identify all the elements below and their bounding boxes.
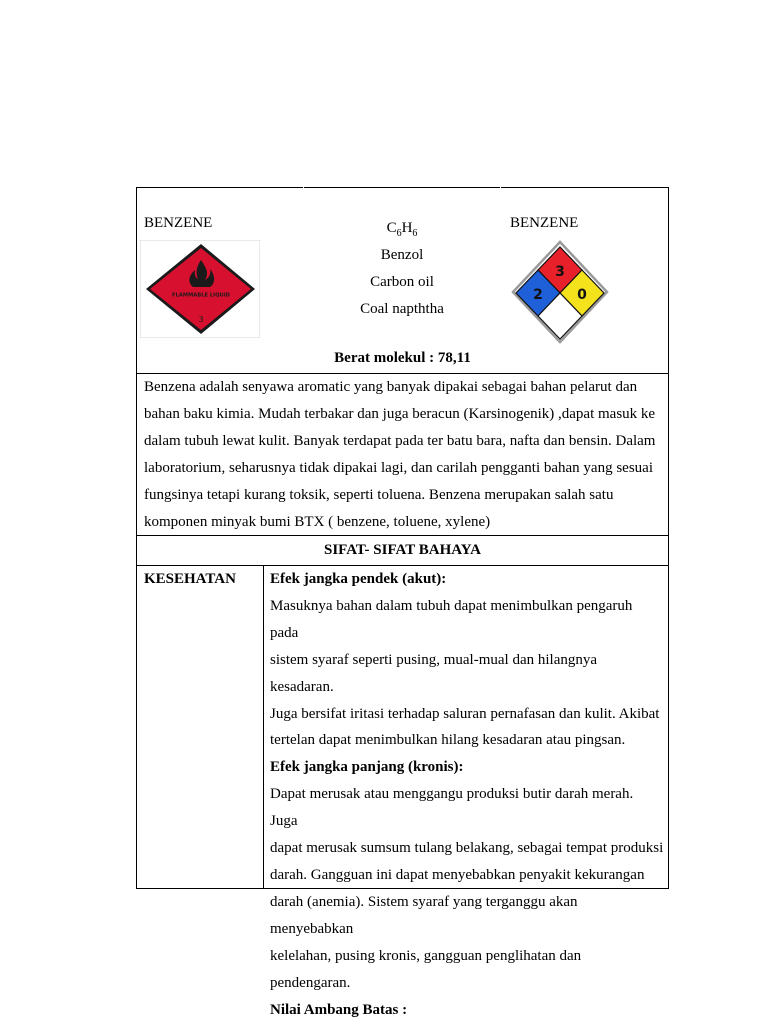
msds-sheet	[136, 187, 669, 1018]
description-line: bahan baku kimia. Mudah terbakar dan juga beracun (Karsinogenik) ,dapat masuk ke	[144, 406, 656, 422]
exposure-limit-title: Nilai Ambang Batas :	[270, 1001, 408, 1018]
identity-section	[136, 187, 669, 374]
acute-effects-title: Efek jangka pendek (akut):	[270, 571, 447, 587]
chronic-effects-title: Efek jangka panjang (kronis):	[270, 759, 464, 776]
chronic-effects-line: Dapat merusak atau menggangu produksi butir darah merah. Juga	[270, 786, 634, 830]
acute-effects-line: Juga bersifat iritasi terhadap saluran pernafasan dan kulit. Akibat	[270, 705, 660, 722]
chemical-formula: $C_6H_6$	[386, 220, 418, 239]
nfpa-health-value: 2	[533, 287, 543, 303]
synonym-item: Coal napththa	[360, 301, 444, 317]
description-line: komponen minyak bumi BTX ( benzene, toluene, xylene)	[144, 514, 491, 530]
health-row	[136, 566, 669, 1018]
flammable-class-number: 3	[198, 315, 204, 324]
chronic-effects-line: darah. Gangguan ini dapat menyebabkan penyakit kekurangan	[270, 866, 645, 883]
molecular-weight: Berat molekul : 78,11	[334, 350, 471, 366]
acute-effects-line: tertelan dapat menimbulkan hilang kesadaran atau pingsan.	[270, 732, 626, 749]
nfpa-diamond-icon	[510, 240, 610, 346]
chemical-name-right: BENZENE	[510, 215, 579, 231]
nfpa-flammability-value: 3	[555, 264, 565, 280]
chronic-effects-line: darah (anemia). Sistem syaraf yang terganggu akan menyebabkan	[270, 893, 578, 937]
acute-effects-line: Masuknya bahan dalam tubuh dapat menimbulkan pengaruh pada	[270, 597, 633, 641]
hazards-title: SIFAT- SIFAT BAHAYA	[136, 536, 669, 566]
description-line: fungsinya tetapi kurang toksik, seperti toluena. Benzena merupakan salah satu	[144, 487, 614, 503]
acute-effects-line: sistem syaraf seperti pusing, mual-mual dan hilangnya kesadaran.	[270, 651, 598, 695]
health-label: KESEHATAN	[137, 566, 264, 888]
chemical-name-left: BENZENE	[144, 215, 213, 231]
description-line: Benzena adalah senyawa aromatic yang banyak dipakai sebagai bahan pelarut dan	[144, 379, 638, 395]
synonym-list	[317, 215, 487, 323]
health-details	[264, 566, 668, 1018]
description-line: laboratorium, seharusnya tidak dipakai lagi, dan carilah pengganti bahan yang sesuai	[144, 460, 653, 476]
chronic-effects-line: dapat merusak sumsum tulang belakang, sebagai tempat produksi	[270, 840, 664, 857]
flammable-liquid-label-icon	[140, 240, 260, 338]
synonym-item: Benzol	[380, 247, 424, 263]
synonym-item: Carbon oil	[370, 274, 434, 290]
description-line: dalam tubuh lewat kulit. Banyak terdapat pada ter batu bara, nafta dan bensin. Dalam	[144, 433, 656, 449]
description-section	[136, 374, 669, 536]
nfpa-reactivity-value: 0	[577, 287, 587, 303]
flammable-label-text: FLAMMABLE LIQUID	[172, 292, 230, 299]
chronic-effects-line: kelelahan, pusing kronis, gangguan penglihatan dan pendengaran.	[270, 947, 582, 991]
